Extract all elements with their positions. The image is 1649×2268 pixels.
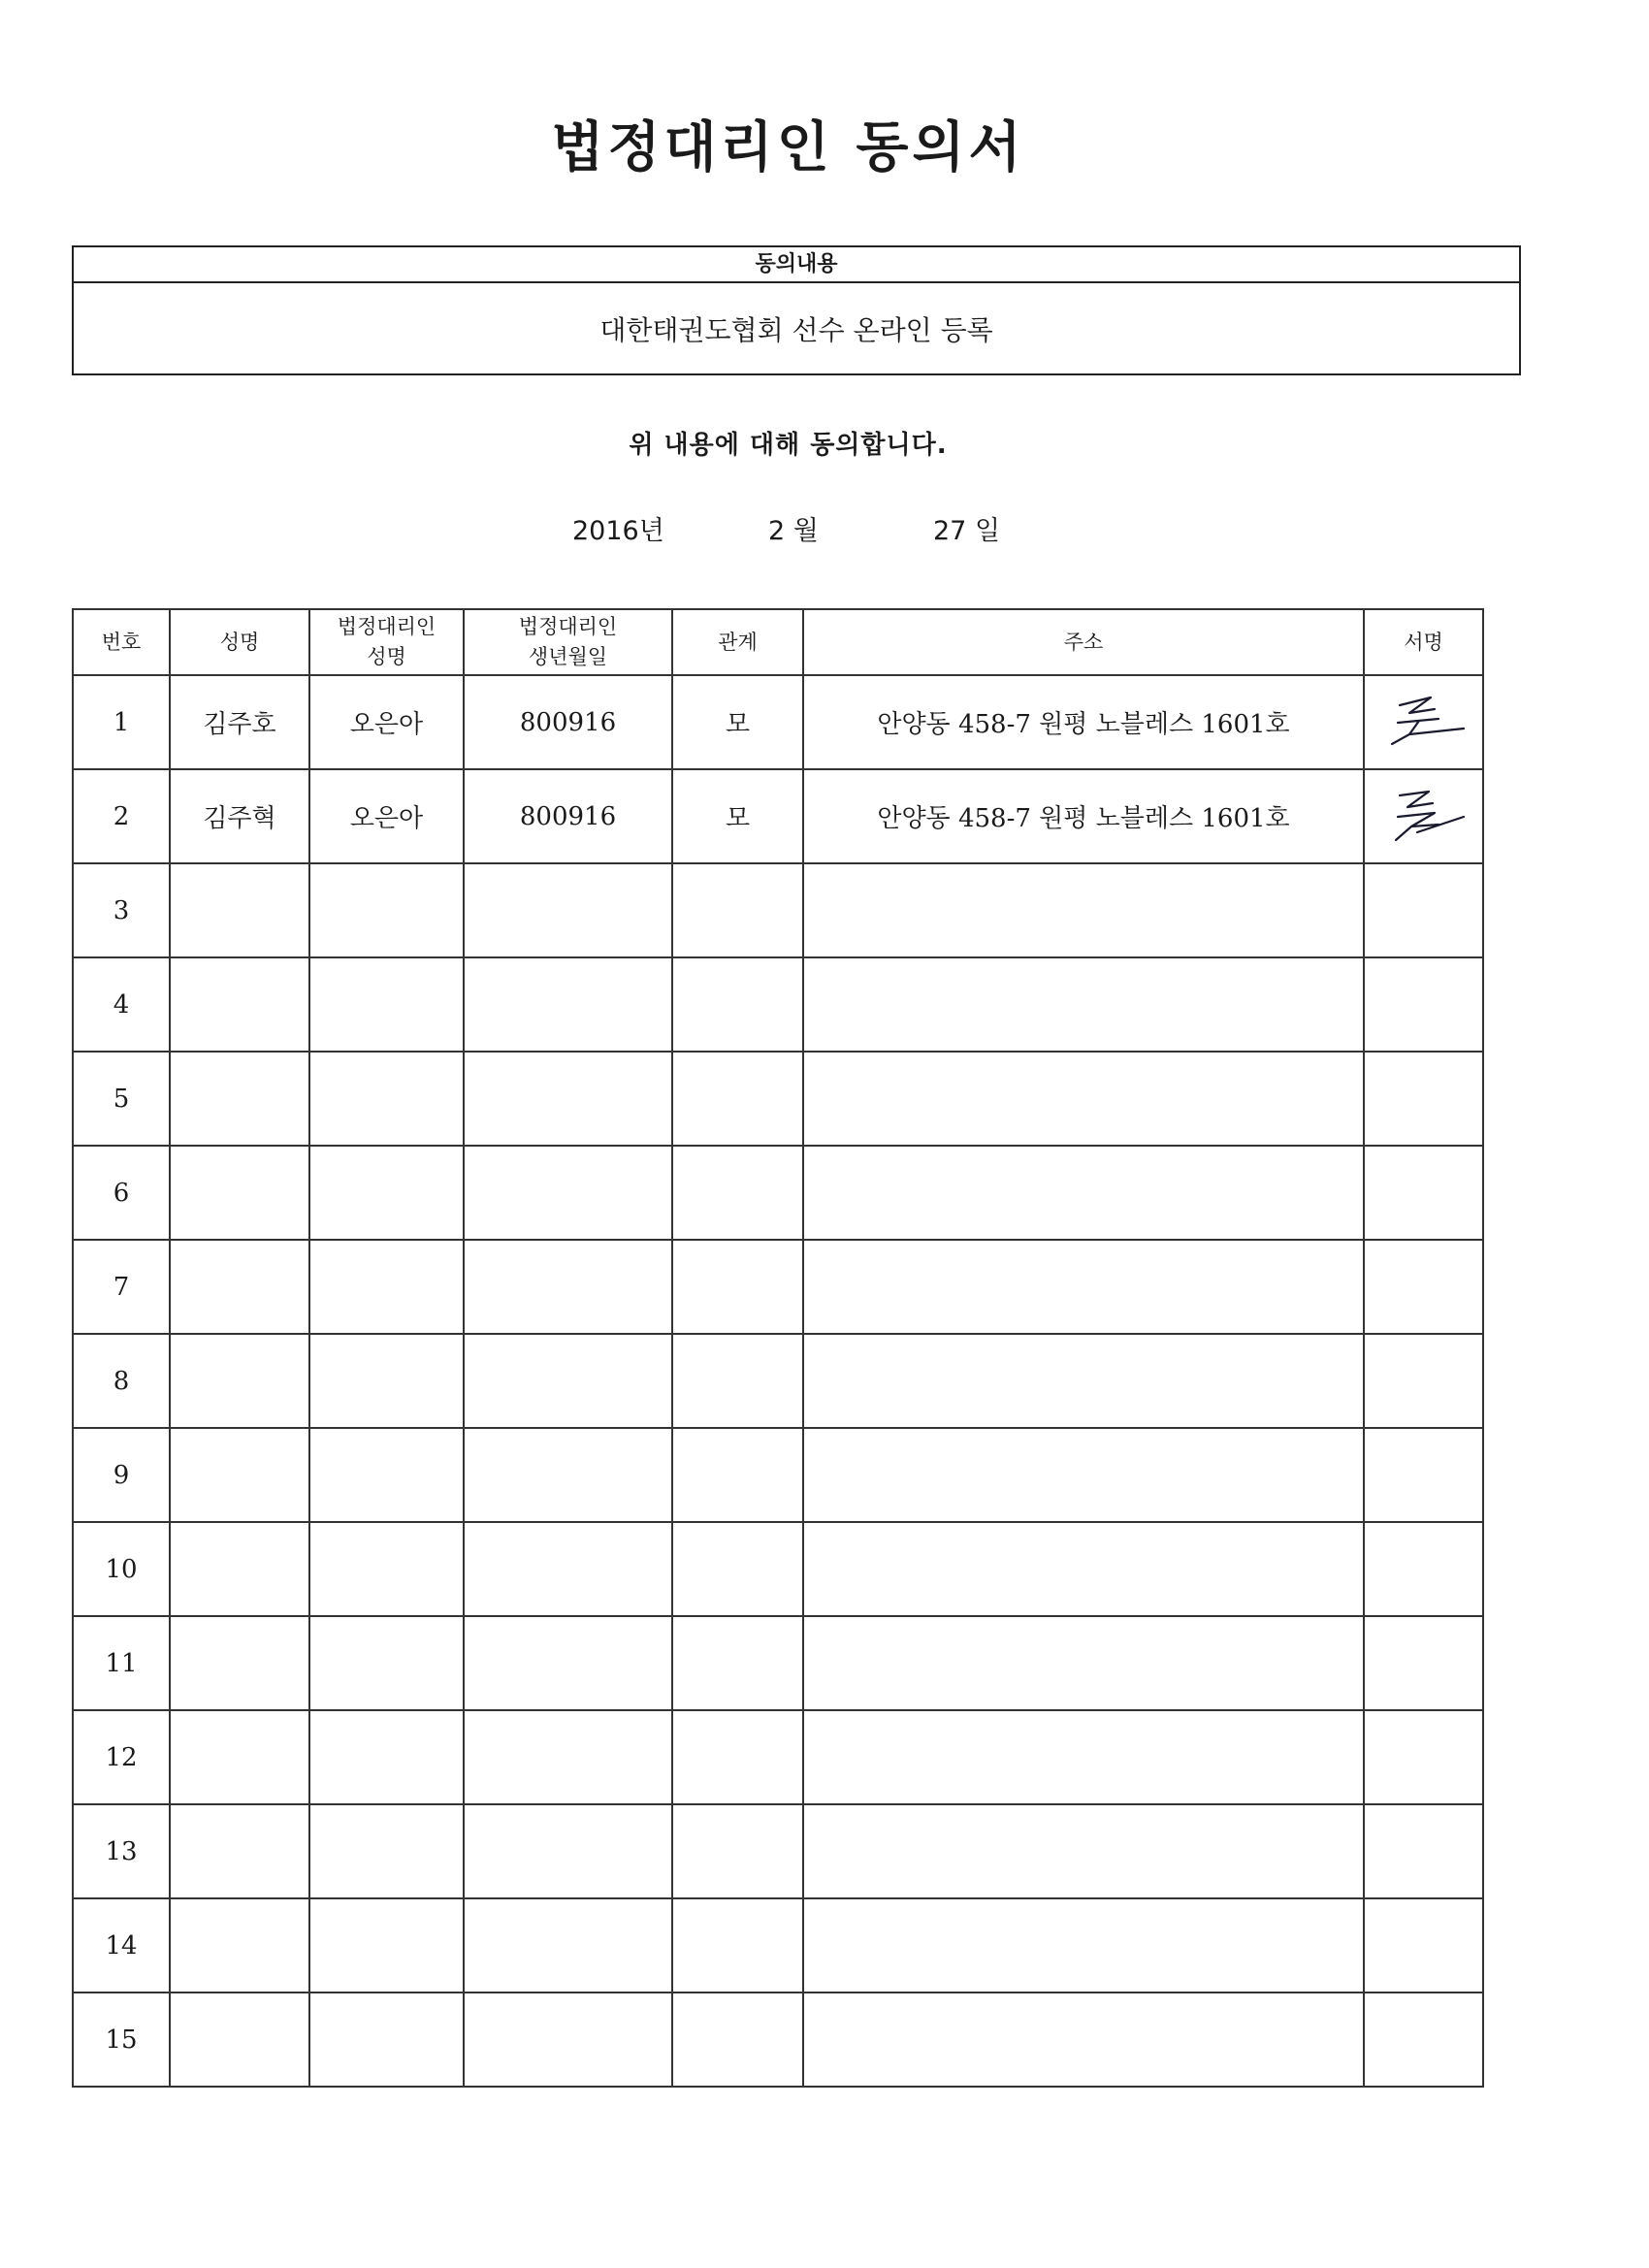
row-number-cell: 1 — [73, 675, 170, 769]
address-cell — [803, 1146, 1364, 1240]
header-guardian-birth-line2: 생년월일 — [528, 645, 608, 668]
table-row — [73, 1334, 1483, 1428]
relation-cell — [672, 1804, 803, 1898]
guardian-birthdate-cell — [464, 1804, 672, 1898]
table-row — [73, 1993, 1483, 2087]
relation-cell — [672, 1710, 803, 1804]
row-number-cell: 4 — [73, 957, 170, 1052]
guardian-name-cell — [309, 1240, 464, 1334]
table-row — [73, 1052, 1483, 1146]
guardian-table — [72, 608, 1484, 2088]
address-cell — [803, 1334, 1364, 1428]
minor-name-cell — [170, 1898, 309, 1993]
guardian-name-cell — [309, 1522, 464, 1616]
table-row — [73, 769, 1483, 863]
header-guardian-birth — [464, 609, 672, 675]
row-number-cell: 8 — [73, 1334, 170, 1428]
guardian-name-cell — [309, 957, 464, 1052]
guardian-name-cell — [309, 1334, 464, 1428]
guardian-birthdate-cell — [464, 1993, 672, 2087]
row-number-cell: 15 — [73, 1993, 170, 2087]
minor-name-cell — [170, 1428, 309, 1522]
guardian-birthdate-cell — [464, 1428, 672, 1522]
relation-cell — [672, 1898, 803, 1993]
header-no: 번호 — [73, 609, 170, 675]
address-cell — [803, 1710, 1364, 1804]
header-address: 주소 — [803, 609, 1364, 675]
signature-cell — [1364, 1052, 1483, 1146]
consent-body: 대한태권도협회 선수 온라인 등록 — [599, 314, 993, 346]
signature-cell — [1364, 1898, 1483, 1993]
header-name: 성명 — [170, 609, 309, 675]
relation-cell — [672, 863, 803, 957]
guardian-birthdate-cell — [464, 1898, 672, 1993]
minor-name-cell — [170, 1804, 309, 1898]
address-cell — [803, 1522, 1364, 1616]
minor-name-cell: 김주호 — [170, 675, 309, 769]
guardian-name-cell: 오은아 — [309, 769, 464, 863]
consent-box — [72, 245, 1521, 375]
date-year: 2016년 — [572, 516, 664, 546]
minor-name-cell — [170, 1052, 309, 1146]
consent-header: 동의내용 — [74, 247, 1519, 283]
minor-name-cell — [170, 1146, 309, 1240]
handwritten-signature — [1371, 684, 1477, 761]
guardian-birthdate-cell — [464, 957, 672, 1052]
guardian-name-cell — [309, 1710, 464, 1804]
signature-cell — [1364, 1240, 1483, 1334]
address-cell — [803, 1240, 1364, 1334]
guardian-name-cell — [309, 1898, 464, 1993]
table-row — [73, 1240, 1483, 1334]
guardian-birthdate-cell — [464, 1616, 672, 1710]
minor-name-cell — [170, 1240, 309, 1334]
relation-cell: 모 — [672, 675, 803, 769]
guardian-birthdate-cell — [464, 1522, 672, 1616]
table-row — [73, 1146, 1483, 1240]
guardian-name-cell — [309, 863, 464, 957]
minor-name-cell — [170, 957, 309, 1052]
signature-cell — [1364, 1428, 1483, 1522]
row-number-cell: 7 — [73, 1240, 170, 1334]
relation-cell — [672, 1522, 803, 1616]
address-cell — [803, 1898, 1364, 1993]
signature-cell — [1364, 1710, 1483, 1804]
address-cell — [803, 863, 1364, 957]
address-cell: 안양동 458-7 원평 노블레스 1601호 — [803, 675, 1364, 769]
table-row — [73, 1710, 1483, 1804]
signature-cell — [1364, 1334, 1483, 1428]
date-day: 27 일 — [933, 516, 1001, 546]
table-row — [73, 1804, 1483, 1898]
relation-cell — [672, 957, 803, 1052]
guardian-birthdate-cell: 800916 — [464, 675, 672, 769]
signature-cell — [1364, 1804, 1483, 1898]
table-row — [73, 957, 1483, 1052]
row-number-cell: 13 — [73, 1804, 170, 1898]
guardian-name-cell — [309, 1146, 464, 1240]
header-guardian-name — [309, 609, 464, 675]
table-row — [73, 863, 1483, 957]
minor-name-cell — [170, 1616, 309, 1710]
guardian-name-cell: 오은아 — [309, 675, 464, 769]
header-signature: 서명 — [1364, 609, 1483, 675]
guardian-birthdate-cell — [464, 1146, 672, 1240]
row-number-cell: 2 — [73, 769, 170, 863]
signature-cell — [1364, 863, 1483, 957]
document-title: 법정대리인 동의서 — [551, 116, 1025, 179]
guardian-birthdate-cell — [464, 1710, 672, 1804]
address-cell — [803, 957, 1364, 1052]
relation-cell — [672, 1240, 803, 1334]
minor-name-cell — [170, 1993, 309, 2087]
signature-cell — [1364, 1993, 1483, 2087]
guardian-name-cell — [309, 1052, 464, 1146]
row-number-cell: 5 — [73, 1052, 170, 1146]
row-number-cell: 14 — [73, 1898, 170, 1993]
handwritten-signature — [1371, 778, 1477, 856]
table-row — [73, 1522, 1483, 1616]
address-cell — [803, 1804, 1364, 1898]
guardian-birthdate-cell — [464, 1052, 672, 1146]
guardian-name-cell — [309, 1428, 464, 1522]
relation-cell — [672, 1334, 803, 1428]
minor-name-cell — [170, 1522, 309, 1616]
relation-cell — [672, 1052, 803, 1146]
row-number-cell: 3 — [73, 863, 170, 957]
guardian-birthdate-cell — [464, 863, 672, 957]
relation-cell — [672, 1993, 803, 2087]
address-cell — [803, 1993, 1364, 2087]
signature-cell — [1364, 957, 1483, 1052]
minor-name-cell — [170, 1710, 309, 1804]
address-cell — [803, 1052, 1364, 1146]
table-row — [73, 675, 1483, 769]
header-guardian-name-line1: 법정대리인 — [337, 615, 436, 638]
row-number-cell: 6 — [73, 1146, 170, 1240]
row-number-cell: 11 — [73, 1616, 170, 1710]
guardian-birthdate-cell — [464, 1334, 672, 1428]
table-row — [73, 1898, 1483, 1993]
row-number-cell: 12 — [73, 1710, 170, 1804]
signature-cell — [1364, 1616, 1483, 1710]
guardian-birthdate-cell — [464, 1240, 672, 1334]
agreement-statement: 위 내용에 대해 동의합니다. — [629, 431, 948, 460]
table-header-row — [73, 609, 1483, 675]
guardian-name-cell — [309, 1993, 464, 2087]
address-cell — [803, 1428, 1364, 1522]
row-number-cell: 9 — [73, 1428, 170, 1522]
header-guardian-birth-line1: 법정대리인 — [518, 615, 618, 638]
minor-name-cell — [170, 863, 309, 957]
header-guardian-name-line2: 성명 — [367, 645, 406, 668]
row-number-cell: 10 — [73, 1522, 170, 1616]
relation-cell — [672, 1428, 803, 1522]
date-month: 2 월 — [768, 516, 819, 546]
table-row — [73, 1428, 1483, 1522]
relation-cell — [672, 1616, 803, 1710]
signature-cell — [1364, 1146, 1483, 1240]
signature-cell — [1364, 675, 1483, 769]
minor-name-cell: 김주혁 — [170, 769, 309, 863]
relation-cell — [672, 1146, 803, 1240]
guardian-name-cell — [309, 1616, 464, 1710]
address-cell: 안양동 458-7 원평 노블레스 1601호 — [803, 769, 1364, 863]
table-row — [73, 1616, 1483, 1710]
minor-name-cell — [170, 1334, 309, 1428]
header-relation: 관계 — [672, 609, 803, 675]
signature-cell — [1364, 1522, 1483, 1616]
signature-cell — [1364, 769, 1483, 863]
address-cell — [803, 1616, 1364, 1710]
guardian-name-cell — [309, 1804, 464, 1898]
relation-cell: 모 — [672, 769, 803, 863]
guardian-birthdate-cell: 800916 — [464, 769, 672, 863]
table-body — [73, 675, 1483, 2087]
